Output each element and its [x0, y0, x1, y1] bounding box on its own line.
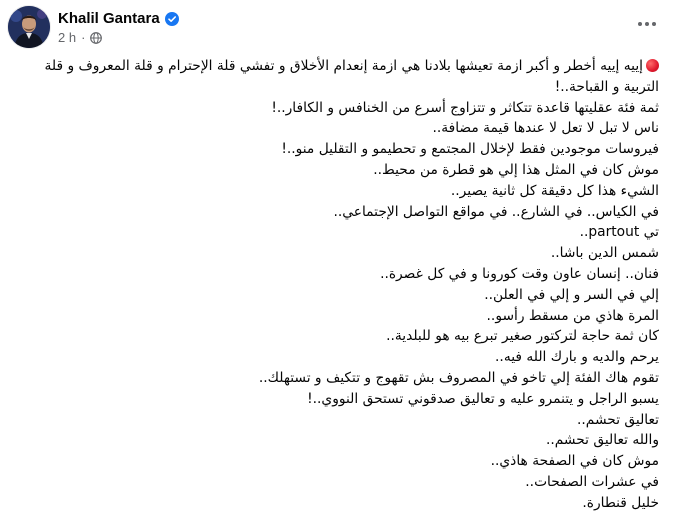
meta-separator: ·: [81, 30, 86, 45]
more-options-icon: [637, 21, 657, 27]
post-text: [12, 56, 659, 514]
post-line: والله تعاليق تحشم..: [545, 432, 659, 449]
post-line: في الكياس.. في الشارع.. في مواقع التواصل الإجتماعي..: [333, 203, 659, 220]
globe-icon[interactable]: [90, 32, 102, 44]
post-line: موش كان في المثل هذا إلي هو قطرة من محيط..: [373, 161, 659, 178]
verified-badge-icon: [165, 11, 179, 25]
author-avatar[interactable]: [8, 6, 50, 48]
post-line: خليل قنطارة.: [582, 494, 659, 511]
post-meta: [58, 30, 102, 45]
post-line: تي partout..: [579, 224, 659, 241]
more-options-button[interactable]: [631, 8, 663, 40]
post-line: المرة هاذي من مسقط رأسو..: [486, 307, 659, 324]
post-line: الشيء هذا كل دقيقة كل ثانية يصير..: [450, 182, 659, 199]
post-line: فيروسات موجودين فقط لإخلال المجتمع و تحطيمو و التقليل منو..!: [281, 141, 659, 158]
post-line: فنان.. إنسان عاون وقت كورونا و في كل غصرة..: [380, 265, 659, 282]
post-line: شمس الدين باشا..: [550, 245, 659, 262]
post-line: تعاليق تحشم..: [577, 411, 659, 428]
post-line: في عشرات الصفحات..: [525, 473, 659, 490]
author-row: [58, 8, 179, 28]
post-line: تقوم هاك الفئة إلي تاخو في المصروف بش تقهوج و تتكيف و تستهلك..: [258, 369, 659, 386]
red-circle-emoji: [646, 59, 659, 72]
post-timestamp[interactable]: 2 h: [58, 30, 77, 45]
author-name[interactable]: Khalil Gantara: [58, 9, 160, 27]
post-line: كان ثمة حاجة لتركتور صغير تبرع بيه هو للبلدية..: [386, 328, 659, 345]
post-line-text: إييه إييه أخطر و أكبر ازمة تعيشها بلادنا هي ازمة إنعدام الأخلاق و تفشي قلة الإحترام و قلة المعروف و قلة التربية و القباحة..!: [44, 58, 659, 95]
post-line: [12, 56, 659, 98]
post-line: يرحم والديه و بارك الله فيه..: [495, 349, 659, 366]
post-header: [0, 0, 673, 56]
post-line: إلي في السر و إلي في العلن..: [484, 286, 659, 303]
post-line: ناس لا تبل لا تعل لا عندها قيمة مضافة..: [432, 120, 659, 137]
post-line: ثمة فئة عقليتها قاعدة تتكاثر و تتزاوج أسرع من الخنافس و الكافار..!: [271, 99, 659, 116]
post-line: يسبو الراجل و يتنمرو عليه و تعاليق صدقوني تستحق النووي..!: [307, 390, 659, 407]
post-line: موش كان في الصفحة هاذي..: [490, 453, 659, 470]
avatar-portrait-icon: [8, 6, 50, 48]
